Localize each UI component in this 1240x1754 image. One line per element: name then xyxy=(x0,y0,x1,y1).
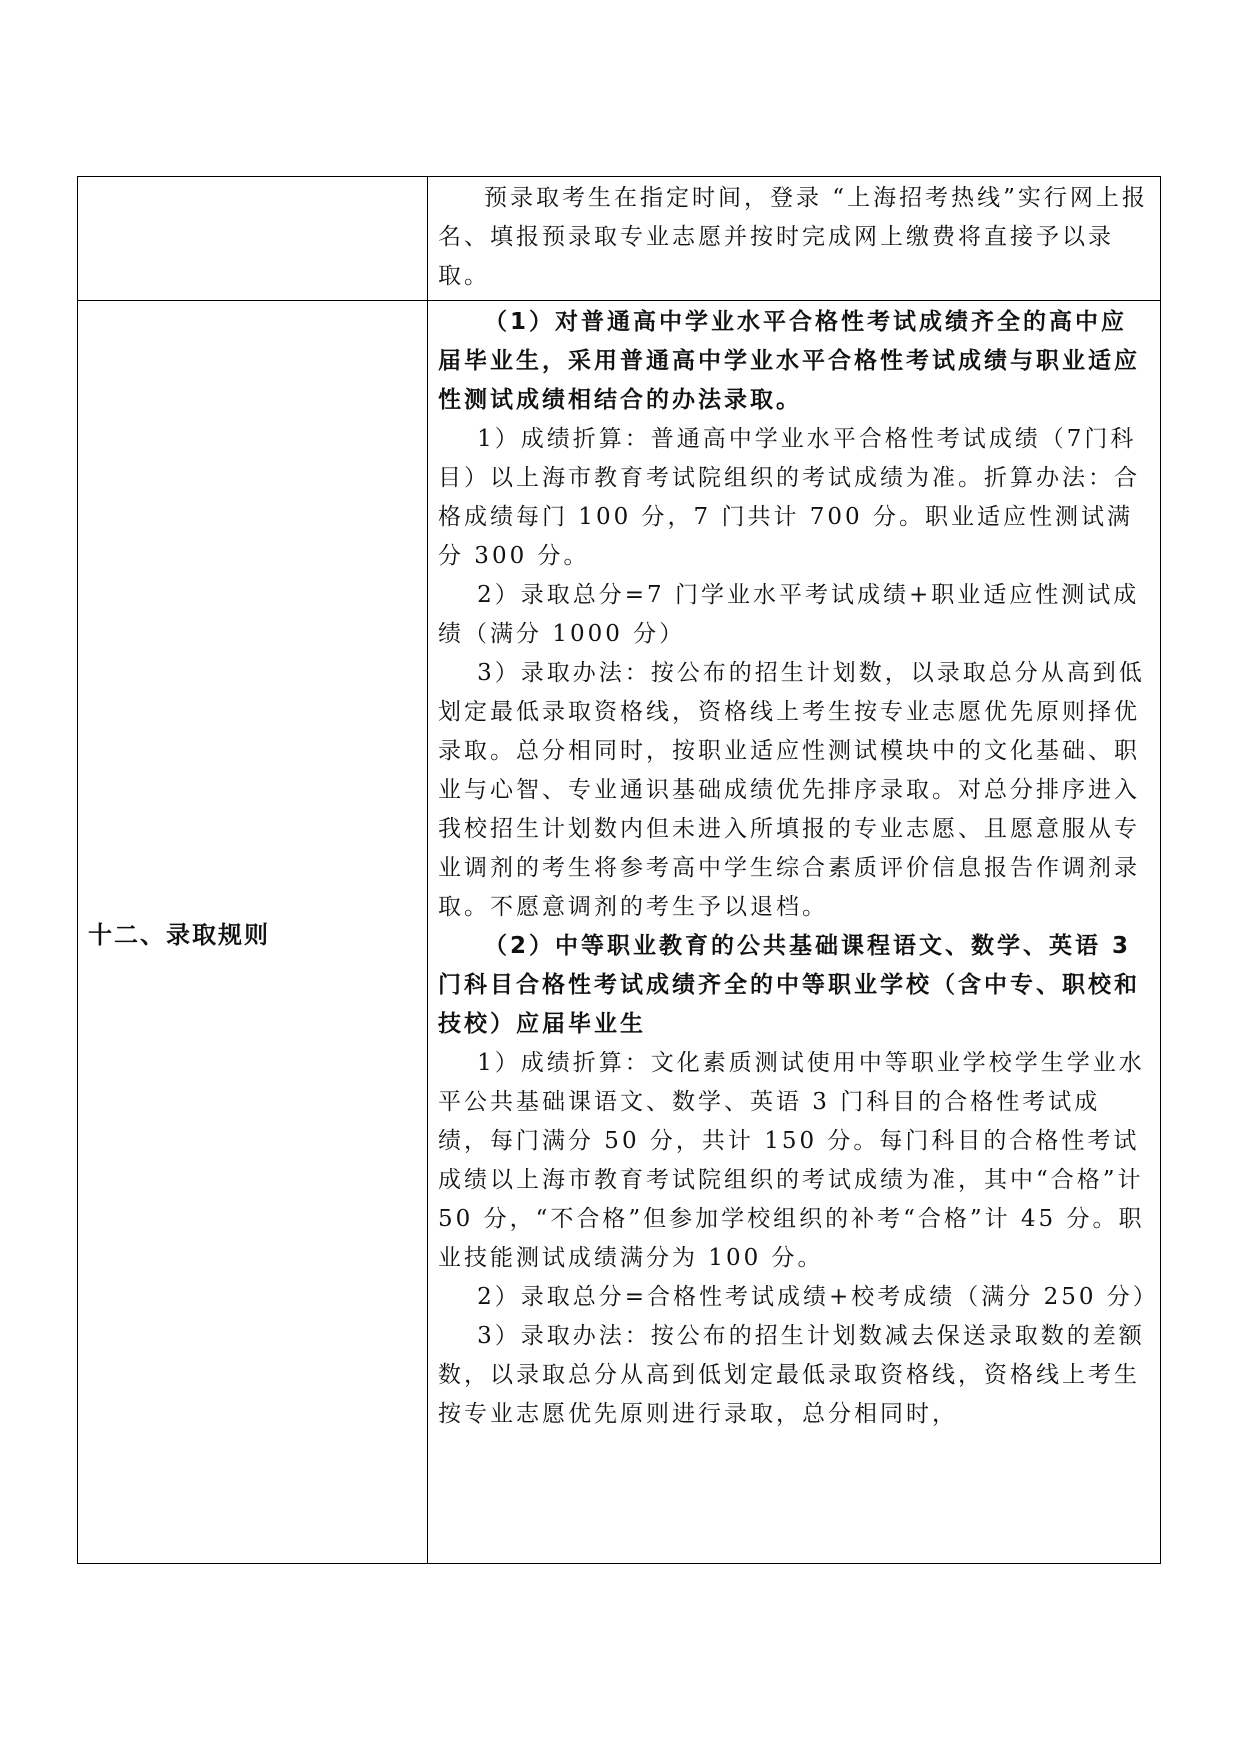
paragraph: 预录取考生在指定时间，登录 “上海招考热线”实行网上报名、填报预录取专业志愿并按时完成网上缴费将直接予以录取。 xyxy=(438,185,1148,289)
row-content-cell xyxy=(428,301,1161,1564)
paragraph-admission-method-1: 3）录取办法：按公布的招生计划数，以录取总分从高到低划定最低录取资格线，资格线上考生按专业志愿优先原则择优录取。总分相同时，按职业适应性测试模块中的文化基础、职业与心智、专业通识基础成绩优先排序录取。对总分排序进入我校招生计划数内但未进入所填报的专业志愿、且愿意服从专业调剂的考生将参考高中学生综合素质评价信息报告作调剂录取。不愿意调剂的考生予以退档。 xyxy=(438,660,1145,920)
table-row xyxy=(78,177,1161,301)
table-row xyxy=(78,301,1161,1564)
paragraph-score-conversion-1: 1）成绩折算：普通高中学业水平合格性考试成绩（7门科目）以上海市教育考试院组织的考试成绩为准。折算办法：合格成绩每门 100 分，7 门共计 700 分。职业适应性测试满分 300 分。 xyxy=(438,426,1140,569)
paragraph-total-score-2: 2）录取总分=合格性考试成绩+校考成绩（满分 250 分） xyxy=(477,1284,1159,1310)
row-content-cell xyxy=(428,177,1161,301)
paragraph-admission-method-2: 3）录取办法：按公布的招生计划数减去保送录取数的差额数，以录取总分从高到低划定最低录取资格线，资格线上考生按专业志愿优先原则进行录取，总分相同时， xyxy=(438,1323,1145,1427)
admission-table xyxy=(77,176,1161,1564)
row-label-cell xyxy=(78,301,428,1564)
paragraph-total-score-1: 2）录取总分=7 门学业水平考试成绩+职业适应性测试成绩（满分 1000 分） xyxy=(438,582,1140,647)
row-label-cell xyxy=(78,177,428,301)
section-heading-2: （2）中等职业教育的公共基础课程语文、数学、英语 3 门科目合格性考试成绩齐全的中等职业学校（含中专、职校和技校）应届毕业生 xyxy=(438,933,1140,1037)
section-heading-1: （1）对普通高中学业水平合格性考试成绩齐全的高中应届毕业生，采用普通高中学业水平合格性考试成绩与职业适应性测试成绩相结合的办法录取。 xyxy=(438,309,1140,413)
row-label-admission-rules: 十二、录取规则 xyxy=(88,920,270,949)
paragraph-score-conversion-2: 1）成绩折算：文化素质测试使用中等职业学校学生学业水平公共基础课语文、数学、英语 3 门科目的合格性考试成绩，每门满分 50 分，共计 150 分。每门科目的合格性考试成绩以上海市教育考试院组织的考试成绩为准，其中“合格”计 50 分，“不合格”但参加学校组织的补考“合格”计 45 分。职业技能测试成绩满分为 100 分。 xyxy=(438,1050,1145,1271)
